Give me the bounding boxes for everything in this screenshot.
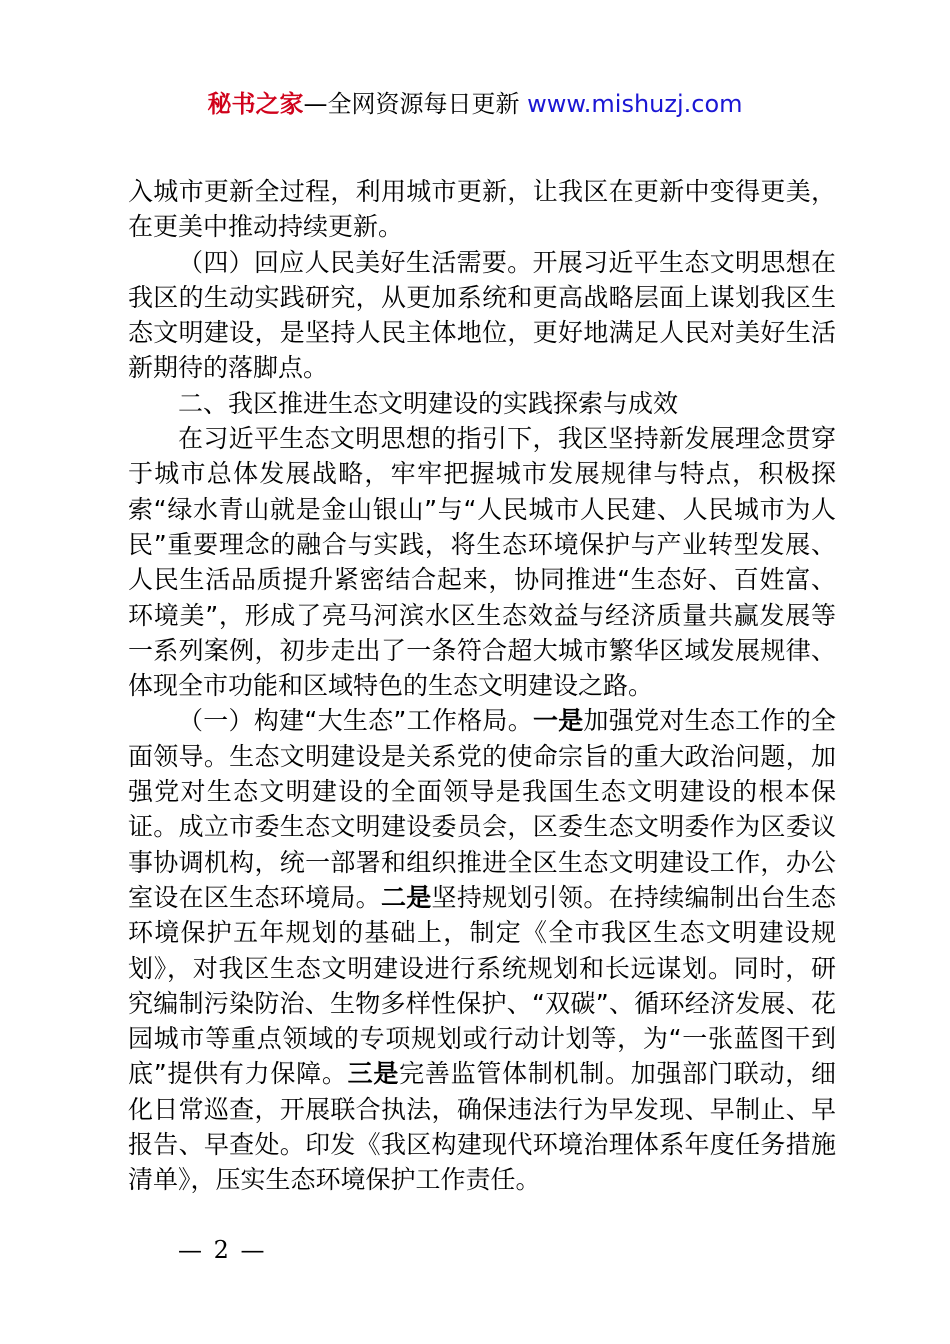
bold-lead: 一是 [532,706,584,736]
paragraph-text: （四）回应人民美好生活需要。开展习近平生态文明思想在我区的生动实践研究，从更加系统和更高战略层面上谋划我区生态文明建设，是坚持人民主体地位，更好地满足人民对美好生活新期待的落脚点。 [128,247,836,383]
paragraph [128,245,836,386]
bold-lead: 三是 [347,1059,400,1089]
brand-name: 秘书之家 [207,90,304,118]
bold-lead: 二是 [380,882,432,912]
document-body [128,174,836,1198]
page-number: — 2 — [178,1236,267,1264]
website-url[interactable]: www.mishuzj.com [527,90,743,118]
paragraph-text: 在习近平生态文明思想的指引下，我区坚持新发展理念贯穿于城市总体发展战略，牢牢把握城市发展规律与特点，积极探索“绿水青山就是金山银山”与“人民城市人民建、人民城市为人民”重要理念的融合与实践，将生态环境保护与产业转型发展、人民生活品质提升紧密结合起来，协同推进“生态好、百姓富、环境美”，形成了亮马河滨水区生态效益与经济质量共赢发展等一系列案例，初步走出了一条符合超大城市繁华区域发展规律、体现全市功能和区域特色的生态文明建设之路。 [128,424,836,701]
paragraph-text: 二、我区推进生态文明建设的实践探索与成效 [178,388,679,418]
paragraph [128,703,836,1197]
paragraph-text: 坚持规划引领。在持续编制出台生态环境保护五年规划的基础上，制定《全市我区生态文明建设规划》，对我区生态文明建设进行系统规划和长远谋划。同时，研究编制污染防治、生物多样性保护、“双碳”、循环经济发展、花园城市等重点领域的专项规划或行动计划等，为“一张蓝图干到底”提供有力保障。 [128,882,836,1089]
header-slogan: —全网资源每日更新 [303,90,520,118]
paragraph-text: 完善监管体制机制。加强部门联动，细化日常巡查，开展联合执法，确保违法行为早发现、早制止、早报告、早查处。印发《我区构建现代环境治理体系年度任务措施清单》，压实生态环境保护工作责任。 [128,1059,836,1195]
paragraph-text: 入城市更新全过程，利用城市更新，让我区在更新中变得更美，在更美中推动持续更新。 [128,177,836,242]
paragraph [128,421,836,703]
paragraph [128,174,836,245]
page-header [0,88,950,120]
paragraph [128,386,836,421]
paragraph-text: 加强党对生态工作的全面领导。生态文明建设是关系党的使命宗旨的重大政治问题，加强党对生态文明建设的全面领导是我国生态文明建设的根本保证。成立市委生态文明建设委员会，区委生态文明委作为区委议事协调机构，统一部署和组织推进全区生态文明建设工作，办公室设在区生态环境局。 [128,706,836,912]
paragraph-text: （一）构建“大生态”工作格局。 [178,706,533,736]
